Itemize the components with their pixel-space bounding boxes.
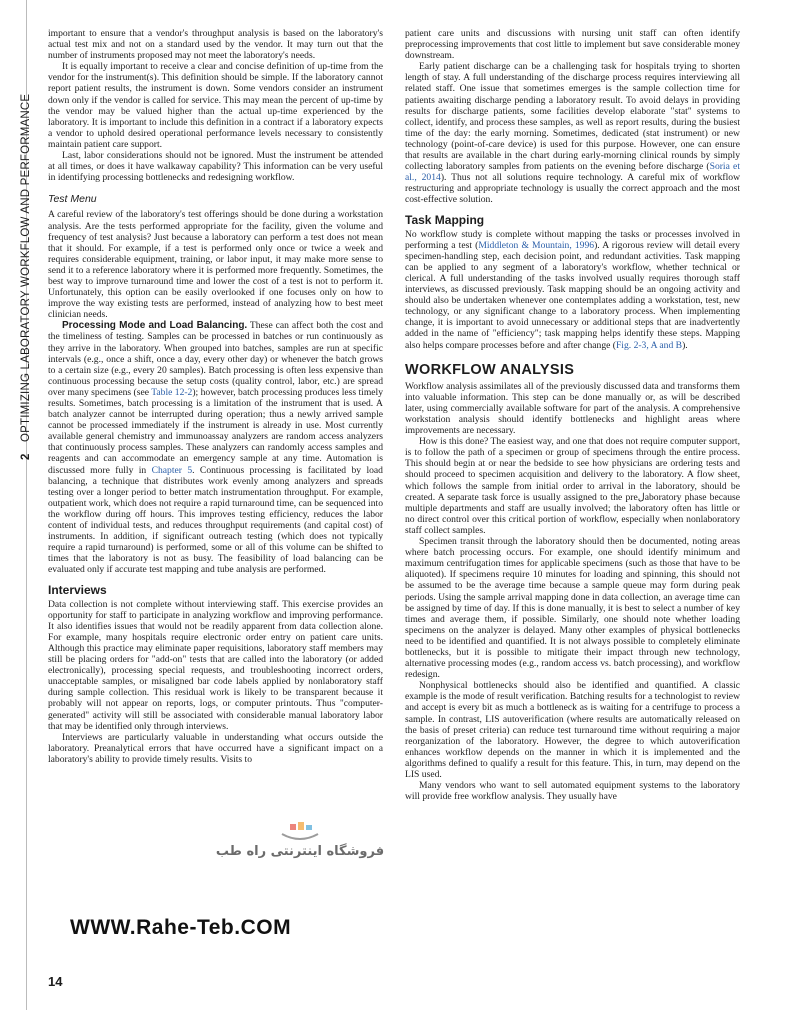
paragraph: Last, labor considerations should not be ignored. Must the instrument be attended at all times, or does it have walkaway capability? This information can be very useful in identifying processing bottlenecks and redesigning workflow. — [48, 150, 383, 184]
runin-heading: Processing Mode and Load Balancing. — [62, 320, 248, 332]
text-run: ). A rigorous review will detail every specimen-handling step, each decision point, and redundant activities. Task mapping can be applied to any segment of a laboratory's workflow, whether technical or clerical. A full understanding of the tasks involved usually requires thorough staff interviews, as discussed previously. Task mapping should be an ongoing activity and should also be undertaken whenever one contemplates adding a workstation, test, new technology, or any significant change to a laboratory process. When implementing change, it is important to avoid unnecessary or additional steps that are inadvertently added in the name of "efficiency"; task mapping helps identify these steps. Mapping also helps compare processes before and after change ( — [405, 239, 740, 351]
watermark-url: WWW.Rahe-Teb.COM — [70, 916, 292, 939]
chapter-title: OPTIMIZING LABORATORY WORKFLOW AND PERFORMANCE — [20, 93, 32, 442]
page-number: 14 — [48, 974, 63, 989]
chapter-link[interactable]: Chapter 5 — [151, 464, 193, 476]
citation-link[interactable]: Middleton & Mountain, 1996 — [478, 239, 595, 251]
chapter-number: 2 — [20, 453, 32, 460]
paragraph: Many vendors who want to sell automated equipment systems to the laboratory will provide free workflow analysis. They usually have — [405, 780, 740, 803]
paragraph: Nonphysical bottlenecks should also be identified and quantified. A classic example is the mode of result verification. Batching results for a technologist to review and accept is every bit as much a bottleneck as is waiting for a centrifuge to process a sample. In contrast, LIS autoverification (where results are automatically released on the basis of preset criteria) can reduce test turnaround time without requiring a major reorganization of the laboratory. However, the degree to which autoverification enhances workflow depends on the manner in which it is implemented and the algorithms defined to qualify a result for this feature. This, in turn, may depend on the LIS used. — [405, 680, 740, 780]
paragraph: A careful review of the laboratory's test offerings should be done during a workstation analysis. Are the tests performed appropriate for the facility, given the volume and frequency of test analysis? Just because a laboratory can perform a test does not mean that it should. For example, if a test is performed only once or twice a week and requires considerable equipment, training, or labor input, it may make more sense to send it to a reference laboratory where it is performed more frequently. Sometimes, the best way to improve turnaround time and lower the cost of a test is not to perform it. Unfortunately, this option can be easily overlooked if one focuses only on how to improve the way existing tests are performed, instead of analyzing how to best meet clinician needs. — [48, 209, 383, 321]
text-run: . Continuous processing is facilitated by load balancing, a technique that distributes work evenly among analyzers and spreads testing over a longer period to better match instrumentation throughput. For example, outpatient work, which does not require a rapid turnaround time, can be sequenced into the workflow during off hours. This improves testing efficiency, reduces the labor content of individual tests, and reduces throughput requirements (and capital cost) of instruments. In addition, if significant outreach testing (which does not typically require a rapid turnaround) is performed, some or all of this volume can be shifted to times that the laboratory is not as busy. The feasibility of load balancing can be evaluated only if accurate test mapping and tube analysis are performed. — [48, 464, 383, 576]
text-run: ). Thus not all solutions require technology. A careful mix of workflow restructuring and appropriate technology is usually the correct approach and the most cost-effective solution. — [405, 172, 740, 206]
paragraph: Workflow analysis assimilates all of the previously discussed data and transforms them into valuable information. This step can be done manually or, as will be described later, using commercially available software for part of the analysis. A comprehensive workstation analysis should identify bottlenecks and highlight areas where improvements are necessary. — [405, 380, 740, 437]
left-column — [48, 28, 383, 765]
paragraph-task-mapping — [405, 229, 740, 351]
paragraph: Specimen transit through the laboratory should then be documented, noting areas where batch processing occurs. For example, one should identify minimum and maximum centrifugation times for applicable specimens (such as those that have to be aliquoted). If specimens require 10 minutes for loading and spinning, this should not be assumed to be the average time because a sample queue may form during peak periods. Using the sample arrival mapping done in data collection, an average time can be assigned by time of day. If this is done manually, it is best to select a number of key times and average them, if possible. Similarly, one should note whether loading specimens on the analyzer is delayed. Many other examples of physical bottlenecks need to be identified and quantified. It is not always possible to completely eliminate bottlenecks, but it is possible to mitigate their impact through new technology, alternative processing modes (e.g., random access vs. batch processing), and workflow redesign. — [405, 536, 740, 681]
paragraph: important to ensure that a vendor's throughput analysis is based on the laboratory's actual test mix and not on a standard used by the vendor. It may turn out that the number of instruments proposed may not meet the laboratory's needs. — [48, 28, 383, 62]
paragraph: How is this done? The easiest way, and one that does not require computer support, is to follow the path of a specimen or group of specimens through the entire process. This should begin at or near the bedside to see how physicians are ordering tests and should proceed to specimen acquisition and delivery to the laboratory. A flow sheet, which follows the sample from initial order to arrival in the laboratory, should be created. A separate task force is usually assigned to the preلaboratory phase because multiple departments and staff are usually involved; the laboratory often has little or no direct control over this critical portion of workflow, especially when nonlaboratory staff collect samples. — [405, 436, 741, 536]
section-heading-interviews: Interviews — [48, 582, 107, 597]
watermark — [200, 822, 400, 908]
section-heading-workflow-analysis: WORKFLOW ANALYSIS — [405, 361, 575, 378]
citation-link[interactable]: Soria et al., 2014 — [405, 161, 740, 184]
text-run: Early patient discharge can be a challenging task for hospitals trying to shorten length of stay. A full understanding of the discharge process requires interviewing all related staff. One issue that sometimes emerges is the sample collection time for patients awaiting discharge pending a laboratory result. To avoid delays in providing results for discharge patients, some facilities develop elaborate "stat" systems to collect, identify, and process these samples, as well as report results, during the busiest time of the day: the early morning. Sometimes, dedicated (stat instrument) or new technology (point-of-care device) is used for this purpose. However, one can ensure that results are available in the chart during early-morning clinical rounds by simply collecting laboratory samples from patients on the evening before discharge ( — [405, 61, 740, 173]
spine-bar — [0, 0, 32, 1010]
right-column — [405, 28, 740, 802]
paragraph-early-discharge — [405, 61, 740, 205]
running-head — [20, 0, 32, 460]
subsection-heading-test-menu: Test Menu — [48, 193, 97, 206]
watermark-badge-icon — [260, 822, 340, 846]
paragraph: Interviews are particularly valuable in understanding what occurs outside the laboratory. Preanalytical errors that have occurred have a significant impact on a laboratory's ability to provide timely results. Visits to — [48, 731, 383, 765]
table-link[interactable]: Table 12-2 — [151, 386, 193, 398]
paragraph-processing-mode — [48, 320, 383, 575]
paragraph: It is equally important to receive a clear and concise definition of up-time from the vendor for the instrument(s). This definition should be simple. If the laboratory cannot report patient results, the instrument is down. Some vendors consider an instrument down only if the vendor is called for service. This may mean the percent of up-time by the vendor may be valued higher than the actual up-time experienced by the laboratory. It is important to include this definition in a contract if a laboratory expects a vendor to uphold desired operational performance levels necessary to consistently maintain patient care support. — [48, 61, 383, 150]
text-run: These can affect both the cost and the timeliness of testing. Samples can be processed in batches or run continuously as they arrive in the laboratory. When grouped into batches, samples are run at specific intervals (e.g., once a shift, once a day, every other day) or whenever the batch grows to a certain size (e.g., every 20 samples). Batch processing is often less expensive than continuous processing because the setup costs (quality control, labor, etc.) are spread over many specimens (see — [48, 320, 383, 398]
watermark-persian-text: فروشگاه اینترنتی راه طب — [215, 844, 385, 859]
text-run: No workflow study is complete without mapping the tasks or processes involved in performing a test ( — [405, 228, 740, 251]
paragraph: patient care units and discussions with nursing unit staff can often identify preprocessing improvements that cost little to implement but save considerable money downstream. — [405, 28, 740, 62]
figure-link[interactable]: Fig. 2-3, A and B — [615, 339, 683, 351]
section-heading-task-mapping: Task Mapping — [405, 212, 485, 227]
text-run: ); however, batch processing produces less timely results. Sometimes, batch processing is a limitation of the instrument that is used. A batch analyzer cannot be interrupted during operation; thus a newly arrived sample cannot be processed immediately if the instrument is already in use. Most currently available general chemistry and immunoassay analyzers are random access analyzers that continuously process samples. These analyzers can randomly access samples and reagents and can accommodate an emergency sample at any time. Automation is discussed more fully in — [48, 386, 383, 476]
text-run: ). — [682, 339, 688, 351]
paragraph: Data collection is not complete without interviewing staff. This exercise provides an opportunity for staff to participate in analyzing workflow and improving performance. It also identifies issues that would not be readily apparent from data collection alone. For example, many hospitals require electronic order entry on patient care units. Although this practice may eliminate paper requisitions, laboratory staff members may still be placing orders for "add-on" tests that are called into the laboratory (or added electronically), processing special requests, and troubleshooting incorrect orders, unacceptable samples, or misaligned bar code labels applied by nonlaboratory staff during sample collection. This residual work is likely to be transparent because it probably will not appear on reports, logs, or computer printouts. Thus "computer-generated" activity will still be associated with considerable manual laboratory labor that may be identified only through interviews. — [48, 598, 383, 732]
